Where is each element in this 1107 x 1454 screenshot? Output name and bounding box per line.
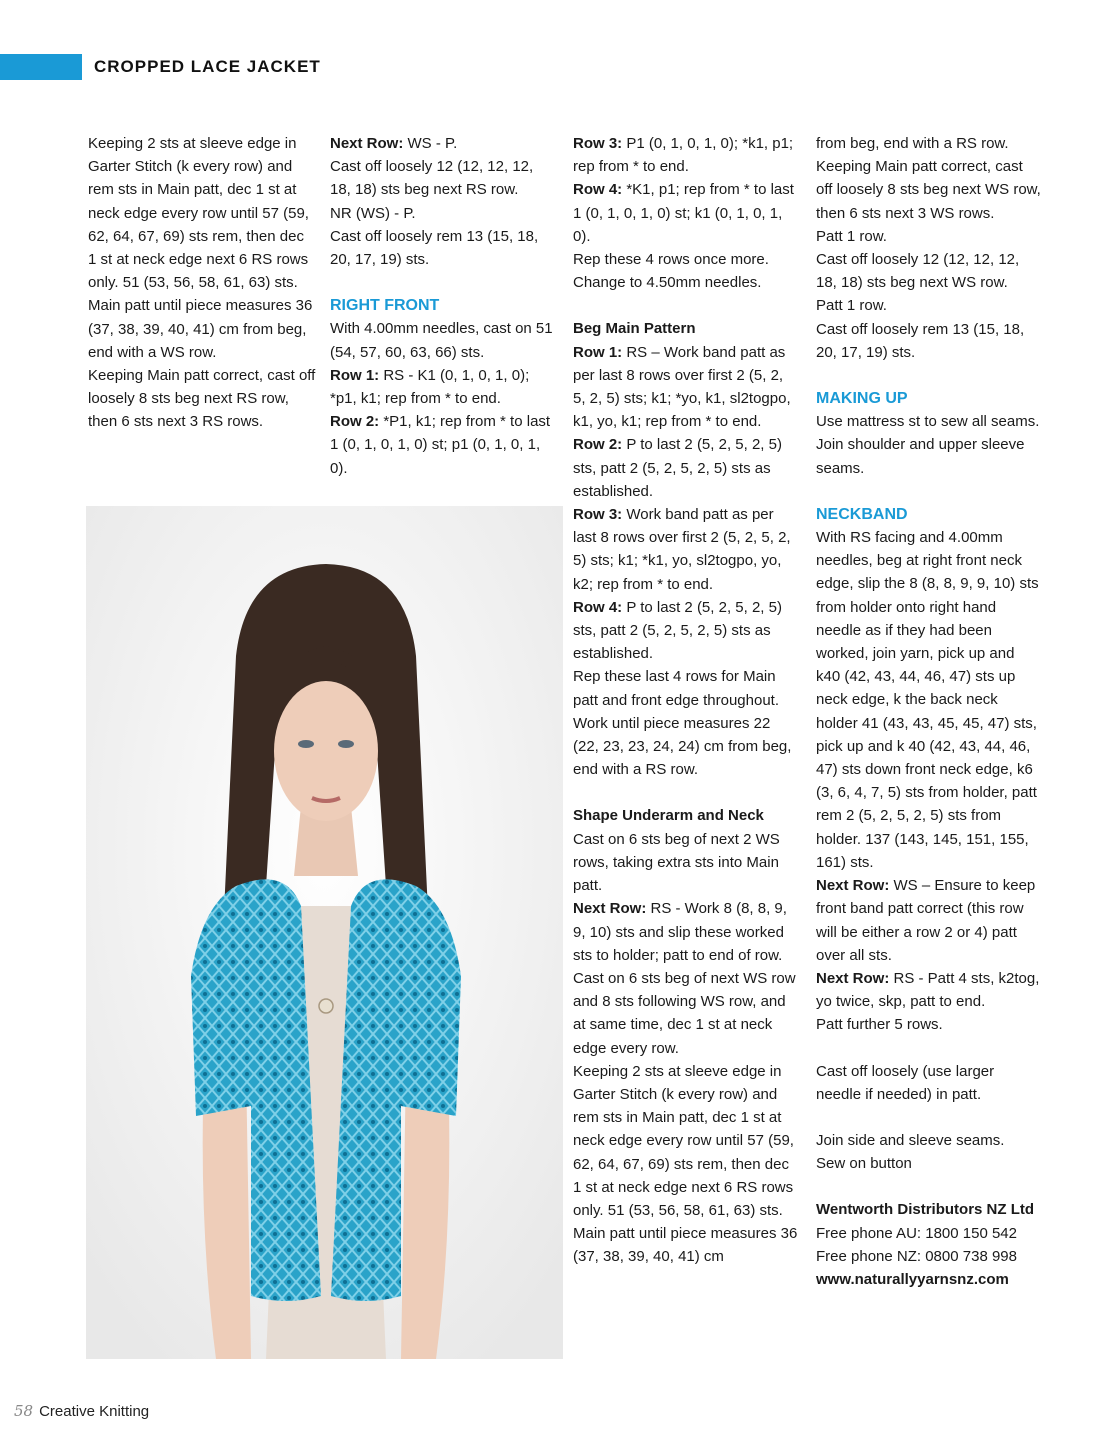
distributor-name: Wentworth Distributors NZ Ltd bbox=[816, 1201, 1035, 1219]
paragraph: With 4.00mm needles, cast on 51 (54, 57, 60, 63, 66) sts. bbox=[330, 320, 553, 361]
phone-au: Free phone AU: 1800 150 542 bbox=[816, 1224, 1017, 1242]
paragraph: Keeping 2 sts at sleeve edge in Garter Stitch (k every row) and rem sts in Main patt, dec 1 st at neck edge every row until 57 (59, 62, 64, 67, 69) sts rem, then dec 1 st at neck edge next 6 RS rows only. 51 (53, 56, 58, 61, 63) sts. bbox=[88, 135, 309, 292]
instruction: Next Row: RS - Patt 4 sts, k2tog, yo twice, skp, patt to end. bbox=[816, 969, 1040, 1011]
paragraph: Change to 4.50mm needles. bbox=[573, 274, 762, 292]
paragraph: Join side and sleeve seams. bbox=[816, 1131, 1005, 1149]
magazine-name: Creative Knitting bbox=[39, 1403, 150, 1420]
paragraph: Keeping Main patt correct, cast off loosely 8 sts beg next WS row, then 6 sts next 3 WS rows. bbox=[816, 158, 1041, 222]
column-2 bbox=[330, 132, 556, 480]
paragraph: NR (WS) - P. bbox=[330, 204, 416, 222]
instruction: Row 1: RS - K1 (0, 1, 0, 1, 0); *p1, k1; rep from * to end. bbox=[330, 366, 530, 408]
instruction: Row 3: Work band patt as per last 8 rows over first 2 (5, 2, 5, 2, 5) sts; k1; *k1, yo, sl2togpo, yo, k2; rep from * to end. bbox=[573, 506, 791, 593]
column-3 bbox=[573, 132, 799, 1269]
paragraph: Main patt until piece measures 36 (37, 38, 39, 40, 41) cm bbox=[573, 1225, 798, 1266]
paragraph: Cast off loosely rem 13 (15, 18, 20, 17, 19) sts. bbox=[816, 320, 1025, 361]
instruction: Next Row: RS - Work 8 (8, 8, 9, 9, 10) sts and slip these worked sts to holder; patt to end of row. bbox=[573, 900, 787, 964]
subheading-shape-underarm: Shape Underarm and Neck bbox=[573, 807, 764, 825]
page-number: 58 bbox=[14, 1402, 34, 1420]
paragraph: Main patt until piece measures 36 (37, 38, 39, 40, 41) cm from beg, end with a WS row. bbox=[88, 297, 313, 361]
paragraph: Cast on 6 sts beg of next 2 WS rows, taking extra sts into Main patt. bbox=[573, 830, 780, 895]
paragraph: With RS facing and 4.00mm needles, beg at right front neck edge, slip the 8 (8, 8, 9, 9, 10) sts from holder onto right hand needle as if they had been worked, join yarn, pick up and k40 (42, 43, 44, 46, 47) sts up neck edge, k the back neck holder 41 (43, 43, 45, 45, 47) sts, pick up and k 40 (42, 43, 44, 46, 47) sts down front neck edge, k6 (3, 6, 4, 7, 5) sts from holder, patt rem 2 (5, 2, 5, 2, 5) sts from holder. 137 (143, 145, 151, 155, 161) sts. bbox=[816, 529, 1039, 871]
paragraph: Keeping 2 sts at sleeve edge in Garter Stitch (k every row) and rem sts in Main patt, dec 1 st at neck edge every row until 57 (59, 62, 64, 67, 69) sts rem, then dec 1 st at neck edge next 6 RS rows only. 51 (53, 56, 58, 61, 63) sts. bbox=[573, 1062, 794, 1219]
instruction: Row 2: P to last 2 (5, 2, 5, 2, 5) sts, patt 2 (5, 2, 5, 2, 5) sts as established. bbox=[573, 436, 782, 500]
paragraph: from beg, end with a RS row. bbox=[816, 135, 1009, 152]
paragraph: Cast off loosely 12 (12, 12, 12, 18, 18) sts beg next WS row. bbox=[816, 251, 1020, 292]
instruction: Row 4: P to last 2 (5, 2, 5, 2, 5) sts, patt 2 (5, 2, 5, 2, 5) sts as established. bbox=[573, 598, 782, 663]
column-1 bbox=[88, 132, 316, 434]
header-accent-bar bbox=[0, 54, 82, 80]
instruction: Row 4: *K1, p1; rep from * to last 1 (0, 1, 0, 1, 0) st; k1 (0, 1, 0, 1, 0). bbox=[573, 181, 794, 245]
paragraph: Cast on 6 sts beg of next WS row and 8 sts following WS row, and at same time, dec 1 st at neck edge every row. bbox=[573, 969, 796, 1057]
phone-nz: Free phone NZ: 0800 738 998 bbox=[816, 1247, 1017, 1265]
instruction: Row 2: *P1, k1; rep from * to last 1 (0, 1, 0, 1, 0) st; p1 (0, 1, 0, 1, 0). bbox=[330, 413, 551, 477]
instruction: Next Row: WS - P. bbox=[330, 135, 458, 152]
paragraph: Sew on button bbox=[816, 1155, 912, 1173]
section-heading-neckband: NECKBAND bbox=[816, 505, 908, 523]
section-heading-making-up: MAKING UP bbox=[816, 390, 908, 408]
paragraph: Keeping Main patt correct, cast off loosely 8 sts beg next RS row, then 6 sts next 3 RS rows. bbox=[88, 367, 316, 431]
instruction: Row 1: RS – Work band patt as per last 8 rows over first 2 (5, 2, 5, 2, 5) sts; k1; *yo, k1, sl2togpo, k1, yo, k1; rep from * to end. bbox=[573, 343, 791, 431]
paragraph: Patt 1 row. bbox=[816, 297, 887, 315]
paragraph: Cast off loosely (use larger needle if needed) in patt. bbox=[816, 1062, 995, 1103]
model-photo bbox=[86, 506, 563, 1359]
section-heading-right-front: RIGHT FRONT bbox=[330, 297, 440, 315]
paragraph: Use mattress st to sew all seams. Join shoulder and upper sleeve seams. bbox=[816, 413, 1040, 477]
instruction: Row 3: P1 (0, 1, 0, 1, 0); *k1, p1; rep from * to end. bbox=[573, 135, 794, 176]
website-link[interactable]: www.naturallyyarnsnz.com bbox=[816, 1270, 1009, 1288]
paragraph: Patt further 5 rows. bbox=[816, 1016, 943, 1034]
paragraph: Cast off loosely 12 (12, 12, 12, 18, 18) sts beg next RS row. bbox=[330, 158, 534, 199]
page-title: CROPPED LACE JACKET bbox=[94, 57, 321, 76]
instruction: Next Row: WS – Ensure to keep front band patt correct (this row will be either a row 2 or 4) patt over all sts. bbox=[816, 877, 1036, 964]
paragraph: Rep these 4 rows once more. bbox=[573, 251, 769, 269]
page-footer bbox=[14, 1402, 149, 1420]
column-4 bbox=[816, 132, 1042, 1291]
paragraph: Rep these last 4 rows for Main patt and front edge throughout. bbox=[573, 668, 779, 709]
paragraph: Work until piece measures 22 (22, 23, 23, 24, 24) cm from beg, end with a RS row. bbox=[573, 714, 792, 779]
paragraph: Patt 1 row. bbox=[816, 227, 887, 245]
subheading-beg-main-pattern: Beg Main Pattern bbox=[573, 320, 696, 338]
paragraph: Cast off loosely rem 13 (15, 18, 20, 17, 19) sts. bbox=[330, 227, 539, 269]
